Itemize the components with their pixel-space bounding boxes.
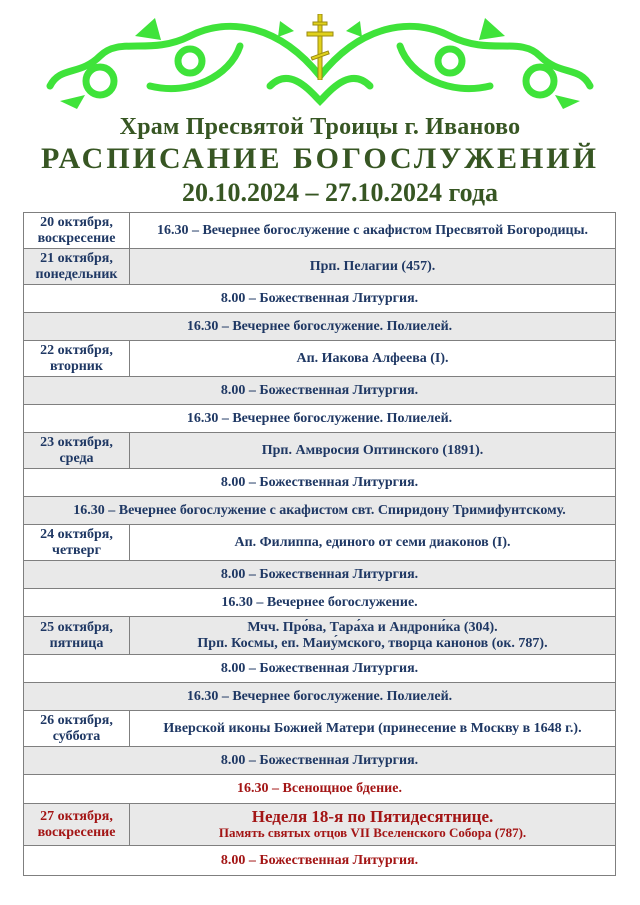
- service-cell: [130, 617, 616, 655]
- service-cell: Ап. Филиппа, единого от семи диаконов (I).: [130, 525, 616, 561]
- day-cell: 24 октября, четверг: [24, 525, 130, 561]
- service-cell: 16.30 – Вечернее богослужение. Полиелей.: [24, 405, 616, 433]
- service-cell: 8.00 – Божественная Литургия.: [24, 377, 616, 405]
- service-cell: 8.00 – Божественная Литургия.: [24, 561, 616, 589]
- service-line: Прп. Космы, еп. Маиу́мского, творца канонов (ок. 787).: [197, 635, 548, 651]
- schedule-row: [24, 525, 616, 561]
- day-cell: 25 октября, пятница: [24, 617, 130, 655]
- schedule-row: [24, 655, 616, 683]
- service-cell: 8.00 – Божественная Литургия.: [24, 285, 616, 313]
- schedule-row: [24, 804, 616, 846]
- schedule-row: [24, 846, 616, 876]
- schedule-row: [24, 747, 616, 775]
- service-cell: 16.30 – Всенощное бдение.: [24, 775, 616, 804]
- service-cell: [130, 804, 616, 846]
- schedule-row: [24, 683, 616, 711]
- schedule-row: [24, 341, 616, 377]
- page-title: РАСПИСАНИЕ БОГОСЛУЖЕНИЙ: [41, 142, 599, 175]
- service-cell: 8.00 – Божественная Литургия.: [24, 469, 616, 497]
- schedule-row: [24, 497, 616, 525]
- schedule-row: [24, 249, 616, 285]
- service-line: Память святых отцов VII Вселенского Собора (787).: [218, 824, 527, 840]
- service-cell: Ап. Иакова Алфеева (I).: [130, 341, 616, 377]
- day-cell: 23 октября, среда: [24, 433, 130, 469]
- schedule-row: [24, 775, 616, 804]
- schedule-row: [24, 377, 616, 405]
- date-range: 20.10.2024 – 27.10.2024 года: [181, 178, 499, 207]
- service-cell: 16.30 – Вечернее богослужение.: [24, 589, 616, 617]
- service-line: Неделя 18-я по Пятидесятнице.: [251, 806, 494, 826]
- schedule-row: [24, 589, 616, 617]
- day-cell: 26 октября, суббота: [24, 711, 130, 747]
- service-cell: 8.00 – Божественная Литургия.: [24, 846, 616, 876]
- schedule-row: [24, 561, 616, 589]
- schedule-table: [23, 212, 616, 876]
- service-cell: 8.00 – Божественная Литургия.: [24, 747, 616, 775]
- day-cell: 21 октября, понедельник: [24, 249, 130, 285]
- service-cell: 16.30 – Вечернее богослужение. Полиелей.: [24, 313, 616, 341]
- service-cell: 16.30 – Вечернее богослужение с акафистом Пресвятой Богородицы.: [130, 213, 616, 249]
- service-cell: Иверской иконы Божией Матери (принесение в Москву в 1648 г.).: [130, 711, 616, 747]
- cross-icon: [306, 14, 334, 80]
- church-name: Храм Пресвятой Троицы г. Иваново: [119, 114, 521, 140]
- day-cell: 22 октября, вторник: [24, 341, 130, 377]
- schedule-row: [24, 617, 616, 655]
- service-cell: 16.30 – Вечернее богослужение с акафистом свт. Спиридону Тримифунтскому.: [24, 497, 616, 525]
- schedule-row: [24, 405, 616, 433]
- service-line: Мчч. Про́ва, Тара́ха и Андрони́ка (304).: [247, 619, 498, 635]
- service-cell: Прп. Пелагии (457).: [130, 249, 616, 285]
- day-cell: 20 октября, воскресение: [24, 213, 130, 249]
- schedule-row: [24, 469, 616, 497]
- schedule-row: [24, 213, 616, 249]
- schedule-row: [24, 285, 616, 313]
- service-cell: 8.00 – Божественная Литургия.: [24, 655, 616, 683]
- service-cell: 16.30 – Вечернее богослужение. Полиелей.: [24, 683, 616, 711]
- schedule-row: [24, 313, 616, 341]
- service-cell: Прп. Амвросия Оптинского (1891).: [130, 433, 616, 469]
- schedule-row: [24, 433, 616, 469]
- day-cell: 27 октября, воскресение: [24, 804, 130, 846]
- schedule-row: [24, 711, 616, 747]
